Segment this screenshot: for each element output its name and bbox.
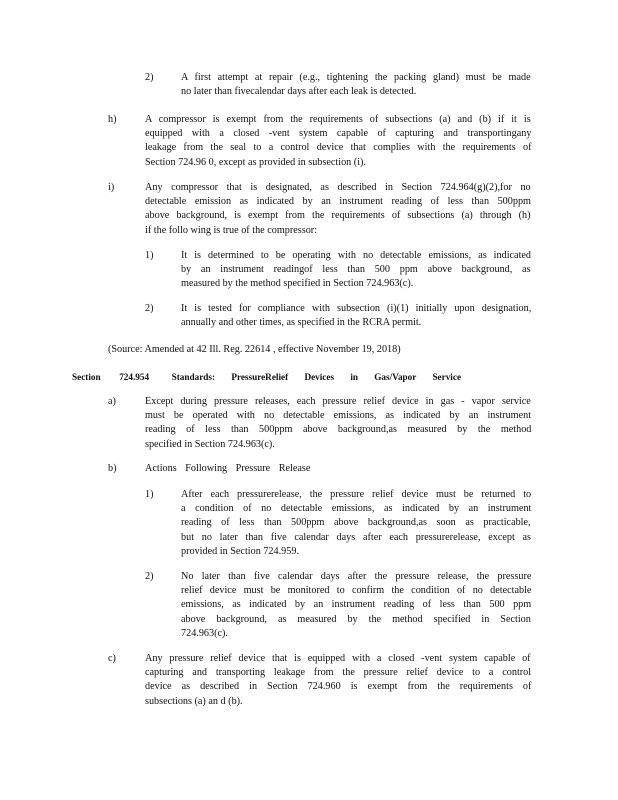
text-line: A first attempt at repair (e.g., tightening the packing gland) must be made: [181, 72, 531, 83]
text-line: annually and other times, as specified in the RCRA permit.: [181, 317, 422, 329]
text-line: subsections (a) an d (b).: [145, 695, 243, 707]
text-line: if the follo wing is true of the compressor:: [145, 224, 318, 236]
text-line: No later than five calendar days after the pressure release, the pressure: [181, 571, 532, 582]
text-line: (Source: Amended at 42 Ill. Reg. 22614 , effective November 19, 2018): [108, 344, 401, 355]
text-line: no later than fivecalendar days after each leak is detected.: [181, 86, 417, 98]
text-line: leakage from the seal to a control device that complies with the requirements of: [145, 142, 532, 154]
item-label: 1): [145, 250, 154, 261]
text-line: emissions, as indicated by an instrument reading of less than 500 ppm: [181, 599, 532, 611]
text-line: detectable emission as indicated by an instrument reading of less than 500ppm: [145, 196, 531, 208]
item-label: h): [108, 114, 117, 125]
item-label: 2): [145, 303, 154, 314]
text-line: specified in Section 724.963(c).: [145, 438, 275, 450]
text-line: equipped with a closed -vent system capable of capturing and transportingany: [145, 128, 532, 140]
text-line: by an instrument readingof less than 500 ppm above background, as: [181, 264, 531, 276]
item-label: c): [108, 653, 116, 664]
text-line: A compressor is exempt from the requirements of subsections (a) and (b) if it is: [145, 114, 531, 125]
text-line: reading of less than 500ppm above background,as measured by the method: [145, 424, 532, 436]
text-line: Any compressor that is designated, as described in Section 724.964(g)(2),for no: [145, 182, 531, 193]
text-line: Except during pressure releases, each pressure relief device in gas - vapor service: [145, 396, 531, 407]
text-line: Section 724.96 0, except as provided in subsection (i).: [145, 156, 366, 168]
text-line: After each pressurerelease, the pressure relief device must be returned to: [181, 489, 532, 500]
item-label: 2): [145, 571, 154, 582]
text-line: above background, as measured by the method specified in Section: [181, 613, 531, 625]
section-title: Standards: PressureRelief Devices in Gas/Vapor Service: [171, 372, 462, 382]
text-line: Any pressure relief device that is equipped with a closed -vent system capable of: [145, 653, 531, 664]
text-line: It is determined to be operating with no detectable emissions, as indicated: [181, 250, 532, 261]
item-label: i): [108, 182, 115, 193]
text-line: It is tested for compliance with subsection (i)(1) initially upon designation,: [181, 303, 532, 314]
text-line: 724.963(c).: [181, 627, 228, 639]
section-number: 724.954: [119, 372, 150, 382]
text-line: relief device must be monitored to confirm the condition of no detectable: [181, 585, 532, 597]
text-line: device as described in Section 724.960 is exempt from the requirements of: [145, 681, 532, 693]
text-line: reading of less than 500ppm above background,as soon as practicable,: [181, 517, 531, 529]
item-label: b): [108, 463, 117, 474]
section-word: Section: [72, 372, 101, 382]
text-line: must be operated with no detectable emissions, as indicated by an instrument: [145, 410, 532, 422]
text-line: capturing and transporting leakage from the pressure relief device to a control: [145, 667, 532, 679]
text-line: Actions Following Pressure Release: [145, 463, 311, 474]
text-line: provided in Section 724.959.: [181, 545, 299, 557]
text-line: a condition of no detectable emissions, as indicated by an instrument: [181, 503, 532, 515]
text-line: measured by the method specified in Section 724.963(c).: [181, 278, 414, 290]
text-line: but no later than five calendar days after each pressurerelease, except as: [181, 531, 532, 543]
item-label: 1): [145, 489, 154, 500]
section-heading: [72, 370, 461, 384]
item-label: a): [108, 396, 116, 407]
item-label: 2): [145, 72, 154, 83]
text-line: above background, is exempt from the requirements of subsections (a) through (h): [145, 210, 531, 222]
